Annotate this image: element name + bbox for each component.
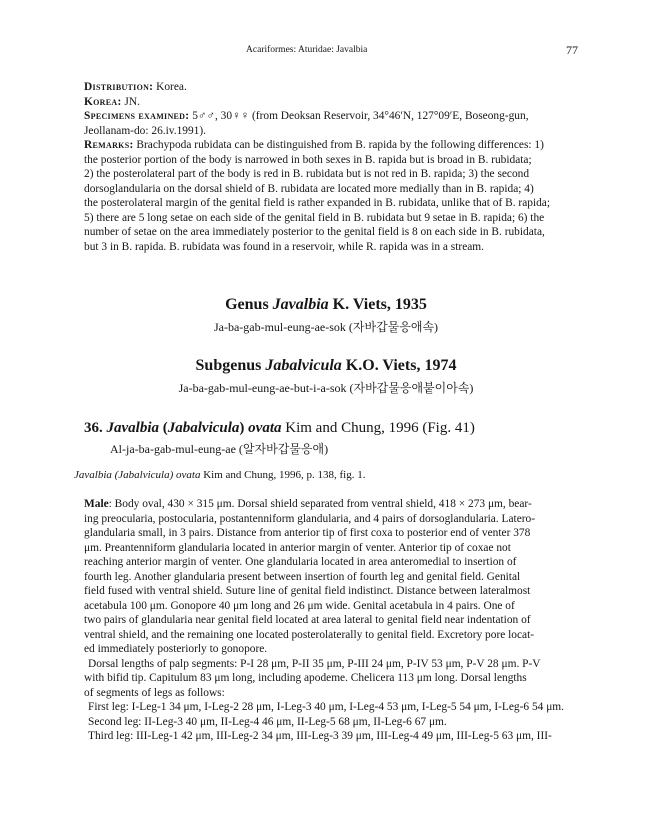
distribution-value: Korea. [153, 81, 187, 93]
genus-korean-name: Ja-ba-gab-mul-eung-ae-sok (자바갑물응애속) [213, 320, 439, 334]
korea-value: JN. [121, 95, 140, 108]
species-subgenus-open: ( [162, 420, 168, 436]
male-line: ventral shield, and the remaining one located posterolaterally to genital field. Excretory pore locat- [84, 628, 535, 641]
species-number: 36. [84, 420, 103, 436]
remarks-line: dorsoglandularia on the dorsal shield of B. rubidata are located more medially than in B. rapida; 4) [84, 182, 534, 195]
male-line: ed immediately posteriorly to gonopore. [84, 643, 268, 655]
specimens-label: Specimens examined: [84, 110, 190, 122]
male-line: glandularia small, in 3 pairs. Distance from anterior tip of first coxa to posterior end of venter 378 [84, 527, 531, 539]
remarks-line: the posterior portion of the body is narrowed in both sexes in B. rapida but is broad in B. rubidata; [84, 153, 532, 166]
subgenus-prefix: Subgenus [195, 357, 266, 374]
male-line: μm. Preantenniform glandularia located in anterior margin of venter. Anterior tip of coxae not [84, 541, 511, 554]
genus-name: Javalbia [272, 296, 329, 313]
remarks-line: number of setae on the area immediately posterior to the genital field is 8 on each side in B. rubidata, [84, 226, 545, 238]
male-text: : Body oval, 430 × 315 μm. Dorsal shield separated from ventral shield, 418 × 273 μm, bear- [108, 498, 532, 510]
palp-line: with bifid tip. Capitulum 83 μm long, including apodeme. Chelicera 113 μm long. Dorsal lengths [84, 672, 527, 684]
male-label: Male [84, 498, 109, 510]
male-line: ing preocularia, postocularia, postantenniform glandularia, and 4 pairs of dorsoglandularia. Latero- [84, 512, 536, 525]
remarks-text: Brachypoda rubidata can be distinguished from B. rapida by the following differences: 1) [133, 139, 544, 151]
running-title: Acariformes: Aturidae: Javalbia [246, 45, 368, 55]
male-line-1 [84, 497, 580, 512]
genus-prefix: Genus [225, 296, 273, 313]
palp-line: of segments of legs as follows: [84, 686, 225, 699]
korea-label: Korea: [84, 95, 122, 108]
species-genus: Javalbia [106, 420, 159, 436]
distribution-label: Distribution: [84, 81, 154, 93]
palp-line: Dorsal lengths of palp segments: P-I 28 μm, P-II 35 μm, P-III 24 μm, P-IV 53 μm, P-V 28 μm. P-V [88, 657, 541, 670]
species-subgenus: Jabalvicula [167, 420, 240, 436]
species-subgenus-close: ) [239, 420, 245, 436]
remarks-line: 2) the posterolateral part of the body is red in B. rubidata but is not red in B. rapida; 3) the second [84, 168, 530, 180]
remarks-line: 5) there are 5 long setae on each side of the genital field in B. rubidata but 9 setae in B. rapida; 6) the [84, 211, 545, 224]
subgenus-korean-name: Ja-ba-gab-mul-eung-ae-but-i-a-sok (자바갑물응애붙이아속) [178, 381, 474, 395]
genus-heading [0, 296, 652, 314]
species-korean-name: Al-ja-ba-gab-mul-eung-ae (알자바갑물응애) [110, 442, 329, 456]
first-leg-line: First leg: I-Leg-1 34 μm, I-Leg-2 28 μm, I-Leg-3 40 μm, I-Leg-4 53 μm, I-Leg-5 54 μm, I-Leg-6 54 μm. [88, 701, 565, 713]
male-line: field fused with ventral shield. Suture line of genital field indistinct. Distance between lateralmost [84, 585, 531, 597]
genus-author: K. Viets, 1935 [328, 296, 427, 313]
remarks-label: Remarks: [84, 139, 134, 151]
second-leg-line: Second leg: II-Leg-3 40 μm, II-Leg-4 46 μm, II-Leg-5 68 μm, II-Leg-6 67 μm. [88, 715, 447, 728]
citation [74, 469, 365, 481]
subgenus-heading [0, 357, 652, 375]
male-line: acetabula 100 μm. Gonopore 40 μm long and 26 μm wide. Genital acetabula in 4 pairs. One of [84, 599, 515, 612]
remarks-line: but 3 in B. rapida. B. rubidata was found in a reservoir, while R. rapida was in a stream. [84, 240, 485, 253]
male-line: reaching anterior margin of venter. One glandularia located in area anteromedial to insertion of [84, 556, 517, 568]
korea-line [84, 95, 580, 110]
citation-name: Javalbia (Jabalvicula) ovata [74, 469, 201, 481]
page-number: 77 [566, 43, 578, 57]
distribution-line [84, 80, 580, 95]
species-heading [84, 420, 475, 437]
species-author: Kim and Chung, 1996 (Fig. 41) [281, 420, 475, 436]
subgenus-name: Jabalvicula [265, 357, 342, 374]
specimens-line-2: Jeollanam-do: 26.iv.1991). [84, 124, 207, 137]
third-leg-line: Third leg: III-Leg-1 42 μm, III-Leg-2 34 μm, III-Leg-3 39 μm, III-Leg-4 49 μm, III-Leg-5 63 μm, III- [88, 730, 552, 742]
specimens-text: 5♂♂, 30♀♀ (from Deoksan Reservoir, 34°46′N, 127°09′E, Boseong-gun, [189, 110, 529, 122]
specimens-line [84, 109, 580, 124]
remarks-line-1 [84, 138, 580, 153]
male-line: fourth leg. Another glandularia present between insertion of fourth leg and genital field. Genital [84, 570, 521, 583]
species-epithet: ovata [248, 420, 282, 436]
species-info-block [84, 80, 580, 254]
male-description [84, 497, 580, 744]
male-line: two pairs of glandularia near genital field located at area lateral to genital field near indentation of [84, 614, 531, 626]
remarks-line: the posterolateral margin of the genital field is rather expanded in B. rubidata, unlike that of B. rapida; [84, 197, 551, 209]
subgenus-author: K.O. Viets, 1974 [341, 357, 457, 374]
citation-text: Kim and Chung, 1996, p. 138, fig. 1. [200, 469, 366, 481]
